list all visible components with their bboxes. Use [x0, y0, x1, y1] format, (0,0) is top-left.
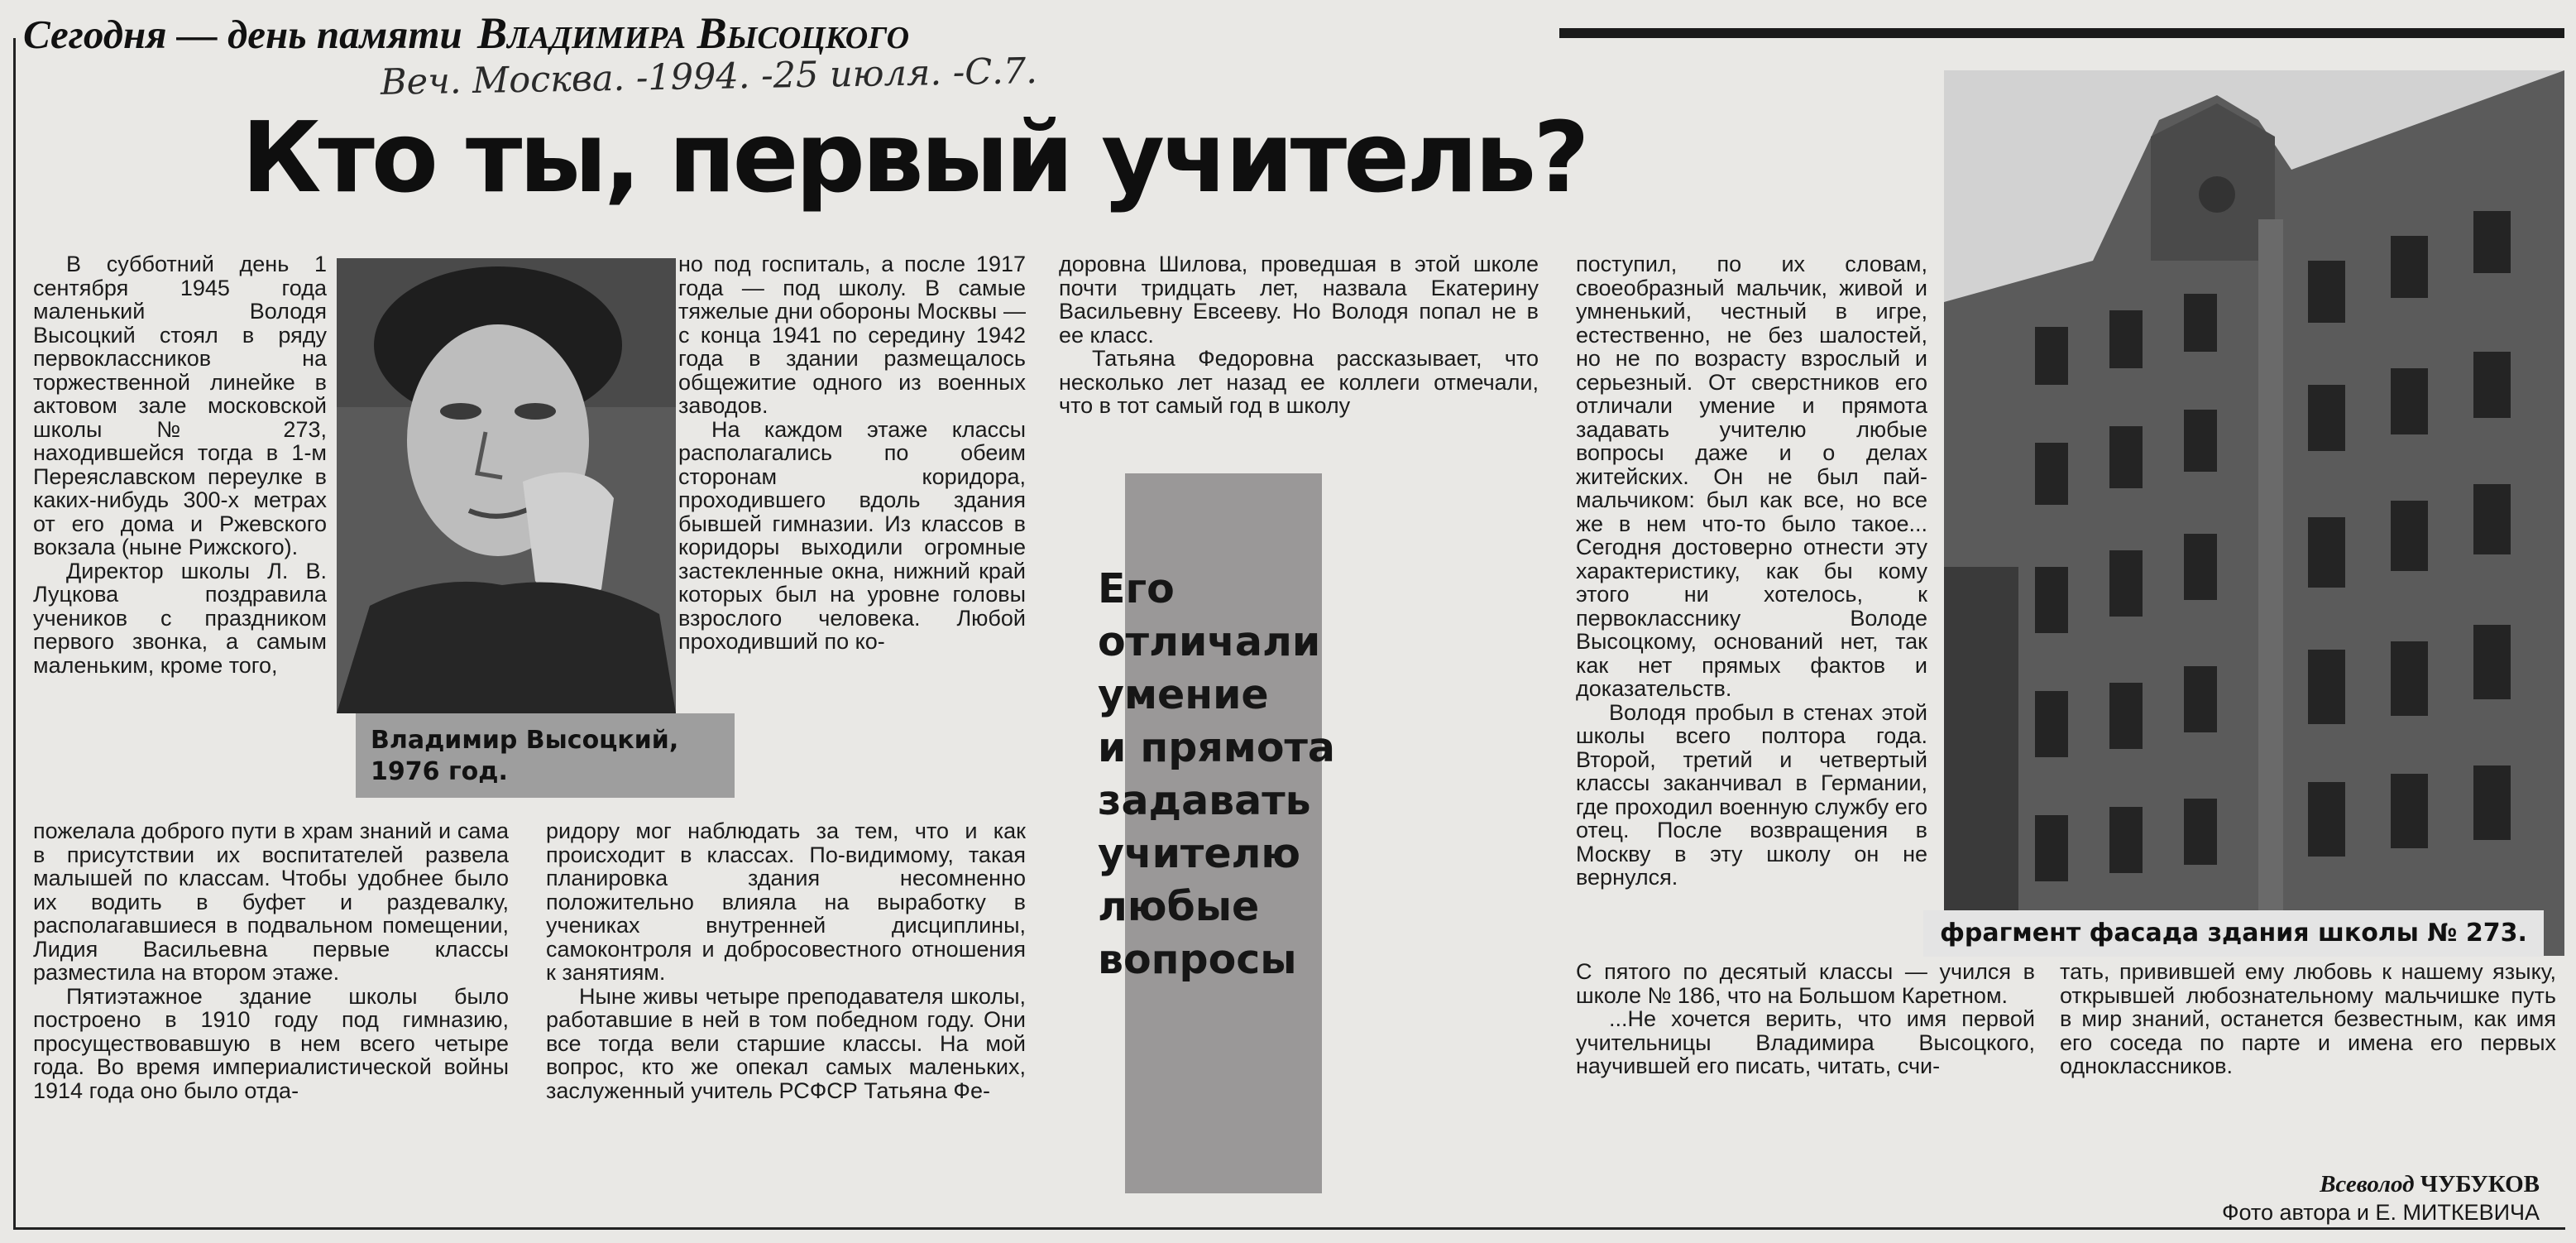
pull-quote-line: задавать: [1098, 777, 1311, 824]
article-paragraph: но под госпиталь, а после 1917 года — под школу. В самые тяжелые дни обороны Москвы — с конца 1941 по середину 1942 года в здании размещалось общежитие одного из военных заводов.: [678, 252, 1026, 418]
article-column-4-top: [1576, 252, 1927, 890]
article-column-5: [2060, 960, 2556, 1078]
portrait-caption-line-1: Владимир Высоцкий,: [371, 726, 679, 755]
article-column-1-top: [33, 252, 327, 677]
pull-quote-line: умение: [1098, 671, 1269, 718]
headline: Кто ты, первый учитель?: [242, 100, 1587, 214]
pull-quote-line: вопросы: [1098, 936, 1297, 983]
pull-quote: [1098, 563, 1429, 986]
portrait-photo: [337, 258, 676, 713]
portrait-caption-line-2: 1976 год.: [371, 757, 508, 786]
article-paragraph: Пятиэтажное здание школы было построено в 1910 году под гимназию, просуществовавшую в нем всего четыре года. Во время империалистической войны 1914 года оно было отда-: [33, 983, 509, 1103]
article-paragraph: ридору мог наблюдать за тем, что и как происходит в классах. По-видимому, такая планировка здания несомненно положительно влияла на выработку в учениках внутренней дисциплины, самоконтроля и добросовестного отношения к занятиям.: [546, 818, 1026, 985]
article-paragraph: На каждом этаже классы располагались по обеим сторонам коридора, проходившего вдоль здания бывшей гимназии. Из классов в коридоры выходили огромные застекленные окна, нижний край которых был на уровне головы взрослого человека. Любой проходивший по ко-: [678, 416, 1026, 654]
kicker: [23, 8, 909, 58]
article-paragraph: Володя пробыл в стенах этой школы всего полтора года. Второй, третий и четвертый классы заканчивал в Германии, где проходил военную службу его отец. После возвращения в Москву в эту школу он не вернулся.: [1576, 699, 1927, 890]
article-paragraph: тать, привившей ему любовь к нашему языку, открывшей любознательному мальчишке путь в мир знаний, останется безвестным, как имя его соседа по парте и имена его первых одноклассников.: [2060, 959, 2556, 1078]
pull-quote-line: Его: [1098, 565, 1175, 612]
article-paragraph: Ныне живы четыре преподавателя школы, работавшие в ней в том победном году. Они все тогда вели старшие классы. На мой вопрос, кто же опекал самых маленьких, заслуженный учитель РСФСР Татьяна Фе-: [546, 983, 1026, 1103]
article-column-1-bottom: [33, 819, 509, 1102]
article-column-2-top: [678, 252, 1026, 654]
frame-rule-bottom: [13, 1227, 2565, 1230]
article-column-4-bottom: [1576, 960, 2035, 1078]
facade-image: [1944, 70, 2564, 956]
pull-quote-line: отличали: [1098, 618, 1321, 665]
facade-caption: фрагмент фасада здания школы № 273.: [1923, 910, 2544, 957]
handwritten-note: Веч. Москва. -1994. -25 июля. -С.7.: [380, 50, 1038, 103]
pull-quote-line: любые: [1098, 883, 1260, 930]
portrait-image: [337, 258, 676, 713]
article-column-2-bottom: [546, 819, 1026, 1102]
kicker-name: Владимира Высоцкого: [477, 8, 910, 58]
article-paragraph: поступил, по их словам, своеобразный мальчик, живой и умненький, честный в игре, естественно, не без шалостей, но не по возрасту взрослый и серьезный. От сверстников его отличали умение и прямота задавать учителю любые вопросы даже и о делах житейских. Он не был пай-мальчиком: был как все, но все же в нем что-то было такое... Сегодня достоверно отнести эту характеристику, как бы кому этого ни хотелось, к первокласснику Володе Высоцкому, оснований нет, так как нет прямых фактов и доказательств.: [1576, 252, 1927, 701]
article-paragraph: Татьяна Федоровна рассказывает, что несколько лет назад ее коллеги отмечали, что в тот самый год в школу: [1059, 346, 1539, 418]
article-paragraph: пожелала доброго пути в храм знаний и сама в присутствии их воспитателей развела малышей по классам. Чтобы удобнее было их водить в буфет и раздевалку, располагавшиеся в подвальном помещении, Лидия Васильевна первые классы разместила на втором этаже.: [33, 818, 509, 985]
kicker-text: Сегодня — день памяти: [23, 12, 462, 57]
article-column-3: [1059, 252, 1539, 418]
article-paragraph: С пятого по десятый классы — учился в школе № 186, что на Большом Каретном.: [1576, 959, 2035, 1008]
portrait-caption: [356, 713, 735, 798]
school-facade-photo: [1944, 70, 2564, 956]
photo-credit: Фото автора и Е. МИТКЕВИЧА: [2221, 1200, 2540, 1225]
article-paragraph: В субботний день 1 сентября 1945 года маленький Володя Высоцкий стоял в ряду первоклассников на торжественной линейке в актовом зале московской школы № 273, находившейся тогда в 1-м Переяславском переулке в каких-нибудь 300-х метрах от его дома и Ржевского вокзала (ныне Рижского).: [33, 252, 327, 559]
author-first-name: Всеволод: [2320, 1171, 2415, 1197]
frame-rule-left: [13, 38, 16, 1230]
kicker-rule: [1559, 28, 2564, 38]
pull-quote-line: и прямота: [1098, 724, 1335, 771]
author-byline: [2151, 1171, 2540, 1198]
article-paragraph: Директор школы Л. В. Луцкова поздравила учеников с праздником первого звонка, а самым маленьким, кроме того,: [33, 558, 327, 678]
article-paragraph: доровна Шилова, проведшая в этой школе почти тридцать лет, назвала Екатерину Васильевну Евсееву. Но Володя попал не в ее класс.: [1059, 252, 1539, 348]
pull-quote-line: учителю: [1098, 830, 1301, 877]
author-surname: ЧУБУКОВ: [2420, 1171, 2540, 1197]
article-paragraph: ...Не хочется верить, что имя первой учительницы Владимира Высоцкого, научившей его писать, читать, счи-: [1576, 1006, 2035, 1078]
